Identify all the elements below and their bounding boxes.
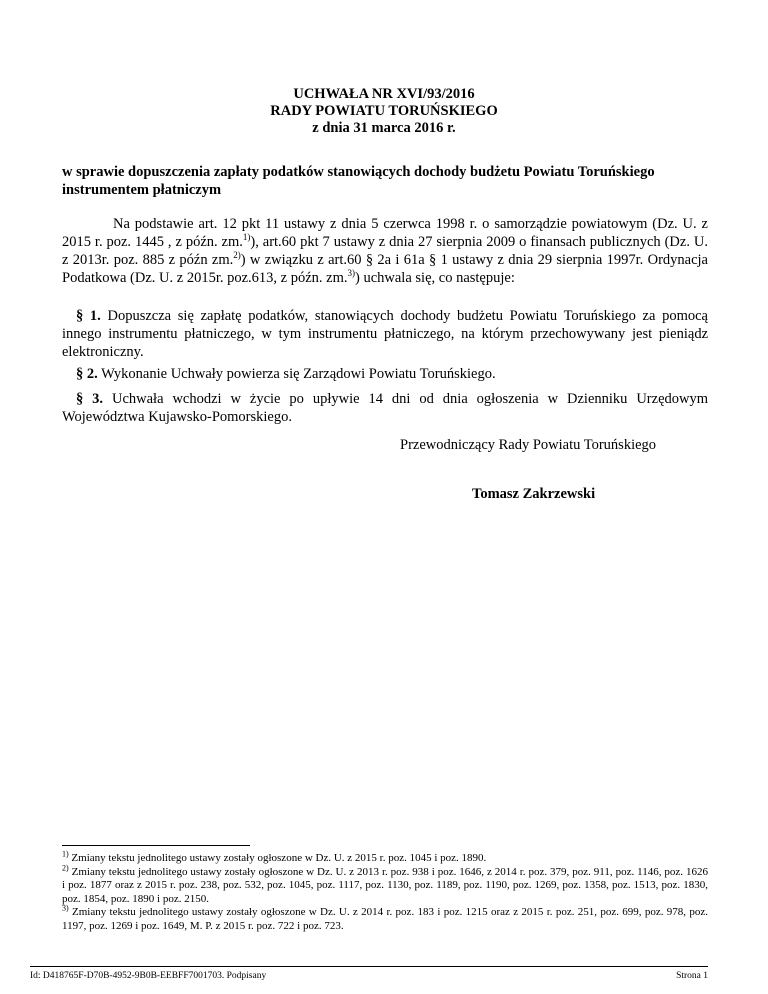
section-3-label: § 3. — [76, 391, 104, 407]
footnote-mark-1: 1) — [62, 849, 69, 859]
section-1 — [62, 307, 708, 361]
resolution-subject: w sprawie dopuszczenia zapłaty podatków stanowiących dochody budżetu Powiatu Toruńskiego instrumentem płatniczym — [62, 164, 655, 198]
footer-divider — [30, 966, 708, 967]
footnote-mark-3: 3) — [62, 903, 69, 913]
preamble-text-1: Na podstawie art. 12 pkt 11 ustawy z dnia 5 czerwca 1998 r. o samorządzie powiatowym (Dz. U. z 2015 r. poz. 1445 , z późn. zm. — [62, 216, 708, 250]
footnote-3 — [62, 903, 708, 933]
section-3 — [62, 390, 708, 426]
section-2 — [62, 365, 708, 383]
footnote-1 — [62, 849, 708, 866]
resolution-number: UCHWAŁA NR XVI/93/2016 — [293, 86, 475, 102]
section-2-label: § 2. — [76, 366, 98, 382]
signature-title: Przewodniczący Rady Powiatu Toruńskiego — [400, 437, 657, 453]
footnote-ref-3: 3) — [347, 268, 356, 279]
preamble-text-2: ), art.60 pkt 7 ustawy z dnia 27 sierpnia 2009 o finansach publicznych (Dz. U. z 2013r. poz. 885 z późn zm. — [62, 234, 708, 268]
footnote-mark-2: 2) — [62, 862, 69, 872]
page-number: Strona 1 — [676, 971, 708, 981]
footnote-divider — [62, 845, 250, 846]
preamble-text-3: ) w związku z art.60 § 2a i 61a § 1 ustawy z dnia 29 sierpnia 1997r. Ordynacja Podatkowa (Dz. U. z 2015r. poz.613, z późn. zm. — [62, 252, 708, 286]
section-3-text: Uchwała wchodzi w życie po upływie 14 dni od dnia ogłoszenia w Dzienniku Urzędowym Województwa Kujawsko-Pomorskiego. — [62, 391, 709, 425]
footnote-text-3: Zmiany tekstu jednolitego ustawy zostały ogłoszone w Dz. U. z 2014 r. poz. 183 i poz. 1215 oraz z 2015 r. poz. 251, poz. 699, poz. 978, poz. 1197, poz. 1269 i poz. 1649, M. P. z 2015 r. poz. 722 i poz. 723. — [62, 906, 708, 932]
footnotes — [62, 849, 708, 933]
signature-name: Tomasz Zakrzewski — [472, 486, 596, 502]
section-1-label: § 1. — [76, 308, 101, 324]
footnote-text-2: Zmiany tekstu jednolitego ustawy zostały ogłoszone w Dz. U. z 2013 r. poz. 938 i poz. 1646, z 2014 r. poz. 379, poz. 911, poz. 1146, poz. 1626 i poz. 1877 oraz z 2015 r. poz. 238, poz. 532, poz. 1045, poz. 1117, poz. 1130, poz. 1189, poz. 1190, poz. 1269, poz. 1358, poz. 1513, poz. 1830, poz. 1854, poz. 1890 i poz. 2150. — [62, 865, 708, 905]
section-1-text: Dopuszcza się zapłatę podatków, stanowiących dochody budżetu Powiatu Toruńskiego za pomocą innego instrumentu płatniczego, w tym instrumentu płatniczego, na którym przechowywany jest pieniądz elektroniczny. — [62, 308, 708, 360]
resolution-header — [0, 86, 768, 137]
footnote-text-1: Zmiany tekstu jednolitego ustawy zostały ogłoszone w Dz. U. z 2015 r. poz. 1045 i poz. 1890. — [68, 852, 487, 864]
footnote-ref-1: 1) — [242, 232, 251, 243]
preamble-text-4: ) uchwala się, co następuje: — [355, 270, 515, 286]
council-name: RADY POWIATU TORUŃSKIEGO — [270, 103, 498, 119]
document-id: Id: D418765F-D70B-4952-9B0B-EEBFF7001703. Podpisany — [30, 971, 267, 981]
footnote-ref-2: 2) — [233, 250, 241, 261]
footnote-2 — [62, 862, 708, 907]
section-2-text: Wykonanie Uchwały powierza się Zarządowi Powiatu Toruńskiego. — [97, 366, 496, 382]
preamble-paragraph — [62, 215, 708, 287]
resolution-date: z dnia 31 marca 2016 r. — [312, 120, 456, 136]
